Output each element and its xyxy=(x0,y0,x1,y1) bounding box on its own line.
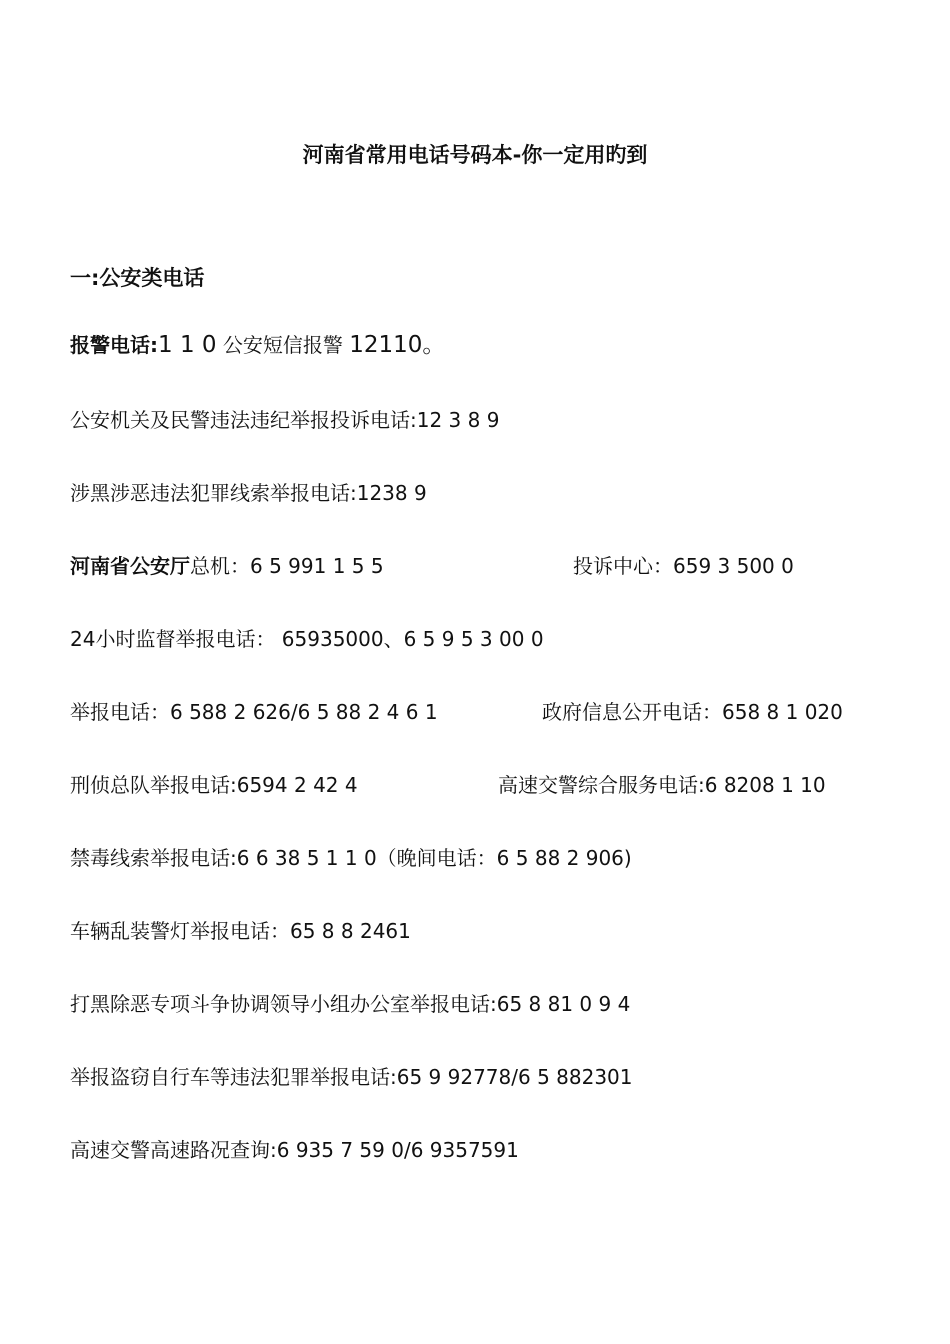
bicycle-theft-report-line: 举报盗窃自行车等违法犯罪举报电话:65 9 92778/6 5 882301 xyxy=(70,1065,633,1089)
highway-road-condition-line: 高速交警高速路况查询:6 935 7 59 0/6 9357591 xyxy=(70,1138,519,1162)
section-heading-police: 一:公安类电话 xyxy=(70,266,205,290)
anti-crime-office-line: 打黑除恶专项斗争协调领导小组办公室举报电话:65 8 81 0 9 4 xyxy=(70,992,631,1016)
emergency-line xyxy=(70,333,445,357)
emergency-number: 1 1 0 xyxy=(158,332,217,358)
provincial-police-label: 河南省公安厅 xyxy=(70,554,190,578)
sms-label: 公安短信报警 xyxy=(216,333,350,357)
document-title: 河南省常用电话号码本-你一定用旳到 xyxy=(302,143,648,167)
supervision-report-line: 24小时监督举报电话： 65935000、6 5 9 5 3 00 0 xyxy=(70,627,544,651)
provincial-police-line xyxy=(70,554,384,578)
anti-drug-line: 禁毒线索举报电话:6 6 38 5 1 1 0（晚间电话：6 5 88 2 906) xyxy=(70,846,632,870)
switchboard-number: 总机：6 5 991 1 5 5 xyxy=(190,554,384,578)
illegal-siren-report-line: 车辆乱装警灯举报电话：65 8 8 2461 xyxy=(70,919,411,943)
highway-police-service-line: 高速交警综合服务电话:6 8208 1 10 xyxy=(498,773,826,797)
report-phone-line: 举报电话：6 588 2 626/6 5 88 2 4 6 1 xyxy=(70,700,438,724)
emergency-label: 报警电话: xyxy=(70,333,158,357)
gang-crime-report-line: 涉黑涉恶违法犯罪线索举报电话:1238 9 xyxy=(70,481,427,505)
criminal-investigation-line: 刑侦总队举报电话:6594 2 42 4 xyxy=(70,773,358,797)
discipline-complaint-line: 公安机关及民警违法违纪举报投诉电话:12 3 8 9 xyxy=(70,408,500,432)
complaint-center-line: 投诉中心：659 3 500 0 xyxy=(573,554,794,578)
gov-info-line: 政府信息公开电话：658 8 1 020 xyxy=(542,700,843,724)
sms-number: 12110。 xyxy=(349,332,446,358)
